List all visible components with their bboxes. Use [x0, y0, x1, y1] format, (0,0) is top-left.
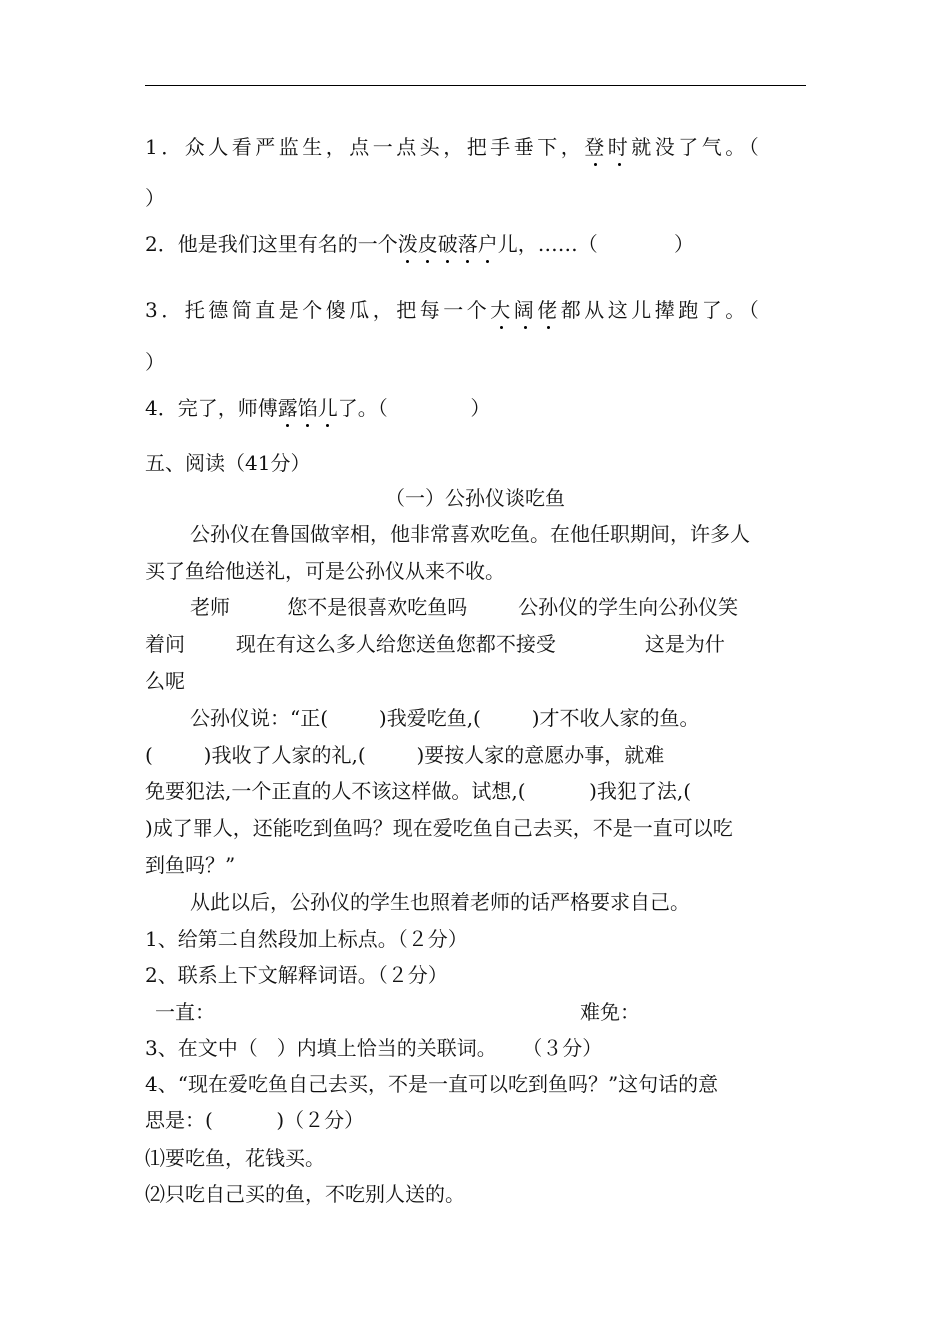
question-item-1-continued: ）	[145, 186, 165, 210]
passage-p3-line4: )成了罪人，还能吃到鱼吗？现在爱吃鱼自己去买，不是一直可以吃	[145, 816, 733, 840]
option-1: ⑴要吃鱼，花钱买。	[145, 1146, 325, 1170]
question-4-line2: 思是：( )（２分）	[145, 1108, 365, 1132]
passage-p4: 从此以后，公孙仪的学生也照着老师的话严格要求自己。	[190, 890, 690, 914]
question-1: 1、给第二自然段加上标点。（２分）	[145, 927, 468, 951]
question-item-4: 4．完了，师傅露馅儿了。（ ）	[145, 396, 491, 420]
passage-p3-line3: 免要犯法,一个正直的人不该这样做。试想,( )我犯了法,(	[145, 779, 692, 803]
question-item-3: 3．托德简直是个傻瓜，把每一个大阔佬都从这儿撵跑了。（	[145, 298, 763, 322]
passage-p3-line5: 到鱼吗？”	[145, 853, 236, 877]
passage-p3-line1: 公孙仪说：“正( )我爱吃鱼,( )才不收人家的鱼。	[190, 706, 700, 730]
passage-p2-line3: 么呢	[145, 669, 185, 693]
question-4-line1: 4、“现在爱吃鱼自己去买，不是一直可以吃到鱼吗？”这句话的意	[145, 1072, 719, 1096]
passage-p2-line2: 着问 现在有这么多人给您送鱼您都不接受 这是为什	[145, 632, 725, 656]
passage-p2-line1: 老师 您不是很喜欢吃鱼吗 公孙仪的学生向公孙仪笑	[190, 595, 739, 619]
passage-p1-line2: 买了鱼给他送礼，可是公孙仪从来不收。	[145, 559, 505, 583]
passage-p1-line1: 公孙仪在鲁国做宰相，他非常喜欢吃鱼。在他任职期间，许多人	[190, 522, 750, 546]
question-item-2: 2．他是我们这里有名的一个泼皮破落户儿，……（ ）	[145, 232, 695, 256]
question-2-word-1: 一直：	[155, 1000, 215, 1024]
header-rule	[145, 85, 806, 86]
question-2: 2、联系上下文解释词语。（２分）	[145, 963, 448, 987]
section-heading: 五、阅读（41分）	[145, 451, 311, 475]
passage-p3-line2: ( )我收了人家的礼,( )要按人家的意愿办事，就难	[145, 743, 665, 767]
option-2: ⑵只吃自己买的鱼，不吃别人送的。	[145, 1182, 465, 1206]
question-2-word-2: 难免：	[580, 1000, 640, 1024]
passage-title: （一）公孙仪谈吃鱼	[385, 486, 565, 510]
question-3: 3、在文中（ ）内填上恰当的关联词。 （３分）	[145, 1036, 603, 1060]
question-item-1: 1．众人看严监生，点一点头，把手垂下，登时就没了气。（	[145, 135, 763, 159]
question-item-3-continued: ）	[145, 350, 165, 374]
